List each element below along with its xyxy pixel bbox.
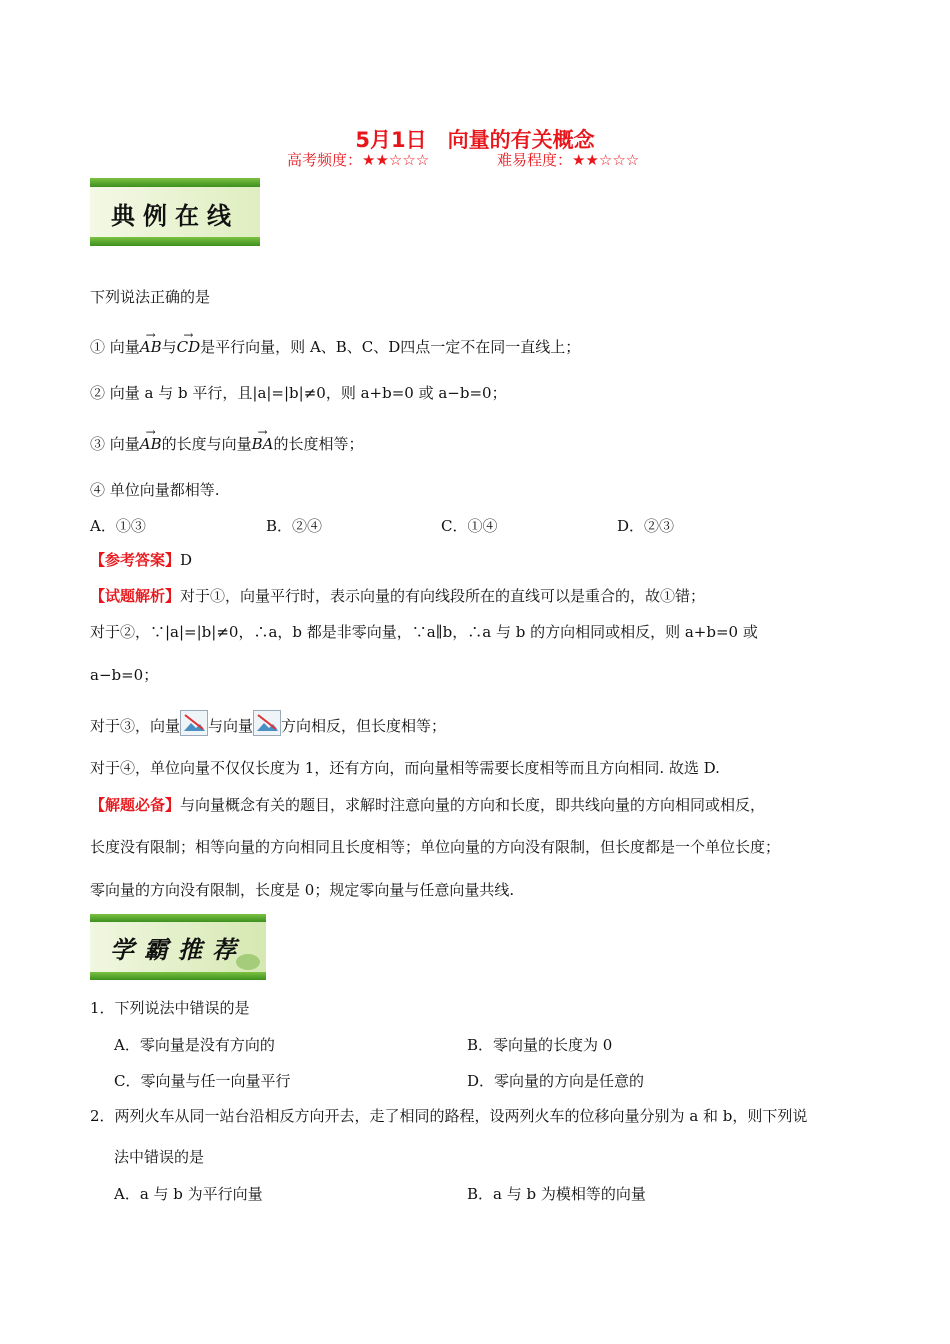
image-placeholder-icon bbox=[180, 710, 208, 736]
practice-q1: 1．下列说法中错误的是 bbox=[90, 999, 250, 1017]
frequency-rating: 高考频度：★★☆☆☆ bbox=[287, 151, 430, 169]
q1-option-a: A．零向量是没有方向的 bbox=[114, 1036, 275, 1054]
q1-option-d: D．零向量的方向是任意的 bbox=[467, 1072, 645, 1090]
reference-answer: 【参考答案】D bbox=[90, 551, 193, 569]
analysis-line-1: 【试题解析】对于①，向量平行时，表示向量的有向线段所在的直线可以是重合的，故①错； bbox=[90, 587, 706, 605]
question-stem: 下列说法正确的是 bbox=[90, 288, 211, 306]
q1-option-b: B．零向量的长度为 0 bbox=[467, 1036, 613, 1054]
q2-option-b: B．a 与 b 为模相等的向量 bbox=[467, 1185, 646, 1203]
practice-q2-line-2: 法中错误的是 bbox=[114, 1148, 205, 1166]
banner-label: 学霸推荐 bbox=[110, 935, 246, 964]
banner-label: 典例在线 bbox=[111, 201, 239, 230]
option-a: A．①③ bbox=[90, 517, 146, 535]
q2-option-a: A．a 与 b 为平行向量 bbox=[114, 1185, 263, 1203]
option-b: B．②④ bbox=[266, 517, 323, 535]
statement-2: ② 向量 a 与 b 平行，且|a|=|b|≠0，则 a+b=0 或 a−b=0； bbox=[90, 384, 507, 402]
key-points-line-2: 长度没有限制；相等向量的方向相同且长度相等；单位向量的方向没有限制，但长度都是一个单位长度； bbox=[90, 838, 781, 856]
option-c: C．①④ bbox=[441, 517, 498, 535]
section-banner-recommend bbox=[90, 914, 266, 982]
statement-3: ③ 向量 → AB的长度与向量 → BA的长度相等； bbox=[90, 425, 364, 453]
statement-1: ① 向量 → AB与 → CD是平行向量，则 A、B、C、D四点一定不在同一直线上； bbox=[90, 328, 581, 356]
vector-ab: → AB bbox=[139, 328, 162, 356]
key-points-line-3: 零向量的方向没有限制，长度是 0；规定零向量与任意向量共线. bbox=[90, 881, 515, 899]
practice-q2-line-1: 2．两列火车从同一站台沿相反方向开去，走了相同的路程，设两列火车的位移向量分别为 a 和 b，则下列说 bbox=[90, 1107, 808, 1125]
q1-option-c: C．零向量与任一向量平行 bbox=[114, 1072, 291, 1090]
vector-ba: → BA bbox=[251, 425, 274, 453]
page-title: 5月1日 向量的有关概念 bbox=[355, 128, 595, 152]
option-d: D．②③ bbox=[617, 517, 675, 535]
statement-4: ④ 单位向量都相等. bbox=[90, 481, 220, 499]
analysis-line-4: 对于③，向量 与向量 方向相反，但长度相等； bbox=[90, 710, 446, 736]
analysis-line-3: a−b=0； bbox=[90, 666, 159, 684]
key-points-line-1: 【解题必备】与向量概念有关的题目，求解时注意向量的方向和长度，即共线向量的方向相同或相反， bbox=[90, 796, 766, 814]
vector-cd: → CD bbox=[176, 328, 201, 356]
vector-ab: → AB bbox=[139, 425, 162, 453]
analysis-line-5: 对于④，单位向量不仅仅长度为 1，还有方向，而向量相等需要长度相等而且方向相同. 故选 D. bbox=[90, 759, 720, 777]
difficulty-rating: 难易程度：★★☆☆☆ bbox=[497, 151, 640, 169]
analysis-line-2: 对于②，∵|a|=|b|≠0，∴a，b 都是非零向量，∵a∥b，∴a 与 b 的方向相同或相反，则 a+b=0 或 bbox=[90, 623, 758, 641]
section-banner-examples bbox=[90, 178, 260, 246]
image-placeholder-icon bbox=[253, 710, 281, 736]
